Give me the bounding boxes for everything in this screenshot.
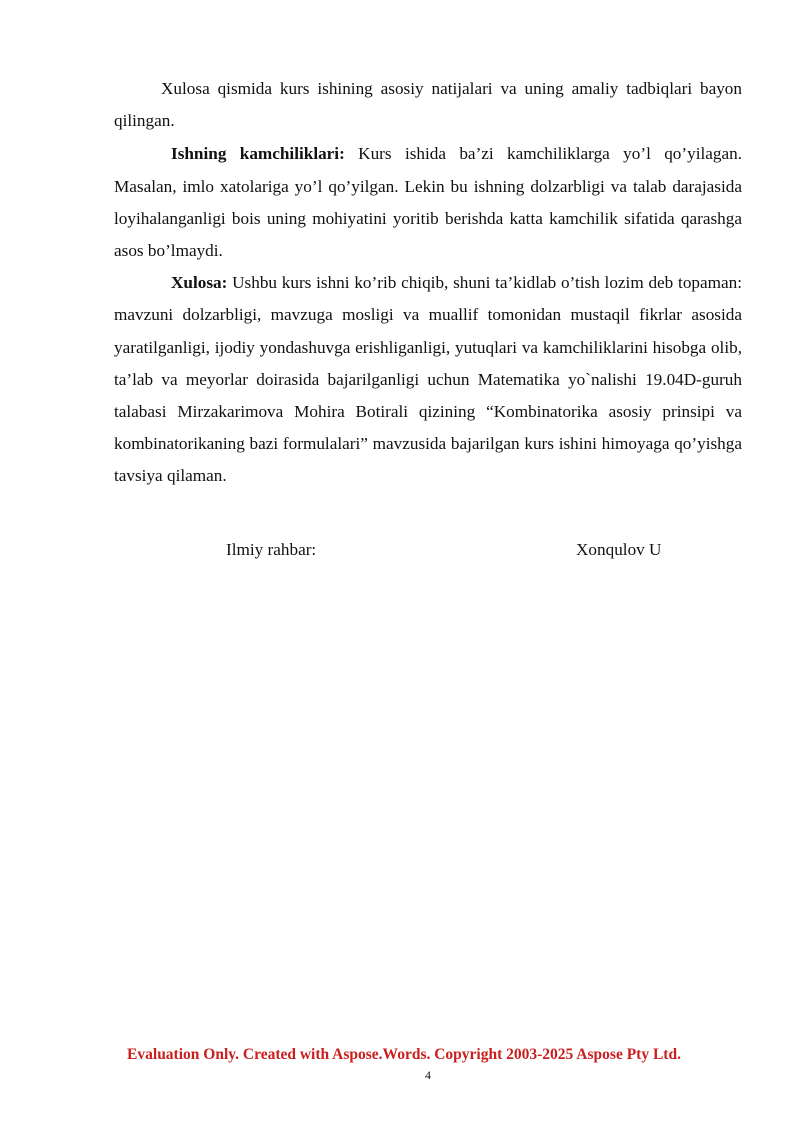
- supervisor-label: Ilmiy rahbar:: [226, 540, 317, 559]
- conclusion-heading: Xulosa:: [171, 273, 228, 293]
- shortcomings-heading: Ishning kamchiliklari:: [171, 144, 345, 164]
- shortcomings-paragraph: [114, 138, 742, 267]
- conclusion-text: Ushbu kurs ishni ko’rib chiqib, shuni ta’kidlab o’tish lozim deb topaman: mavzuni dolzarbligi, mavzuga mosligi va muallif tomonidan mustaqil fikrlar asosida yaratilganligi, ijodiy yondashuvga erishliganligi, yutuqlari va kamchiliklarini hisobga olib, ta’lab va meyorlar doirasida bajarilganligi uchun Matematika yo`nalishi 19.04D-guruh talabasi Mirzakarimova Mohira Botirali qizining “Kombinatorika asosiy prinsipi va kombinatorikaning bazi formulalari” mavzusida bajarilgan kurs ishini himoyaga qo’yishga tavsiya qilaman.: [114, 273, 742, 486]
- evaluation-watermark-note: Evaluation Only. Created with Aspose.Words. Copyright 2003-2025 Aspose Pty Ltd.: [127, 1046, 681, 1063]
- document-body: [114, 73, 742, 493]
- conclusion-paragraph: [114, 267, 742, 492]
- page-number: 4: [425, 1068, 431, 1082]
- shortcomings-text: Kurs ishida ba’zi kamchiliklarga yo’l qo’yilagan. Masalan, imlo xatolariga yo’l qo’yilgan. Lekin bu ishning dolzarbligi va talab darajasida loyihalanganligi bois uning mohiyatini yoritib berishda katta kamchilik sifatida qarashga asos bo’lmaydi.: [114, 144, 742, 261]
- conclusion-intro-paragraph: Xulosa qismida kurs ishining asosiy natijalari va uning amaliy tadbiqlari bayon qilingan.: [114, 79, 742, 131]
- supervisor-name: Xonqulov U: [576, 540, 662, 559]
